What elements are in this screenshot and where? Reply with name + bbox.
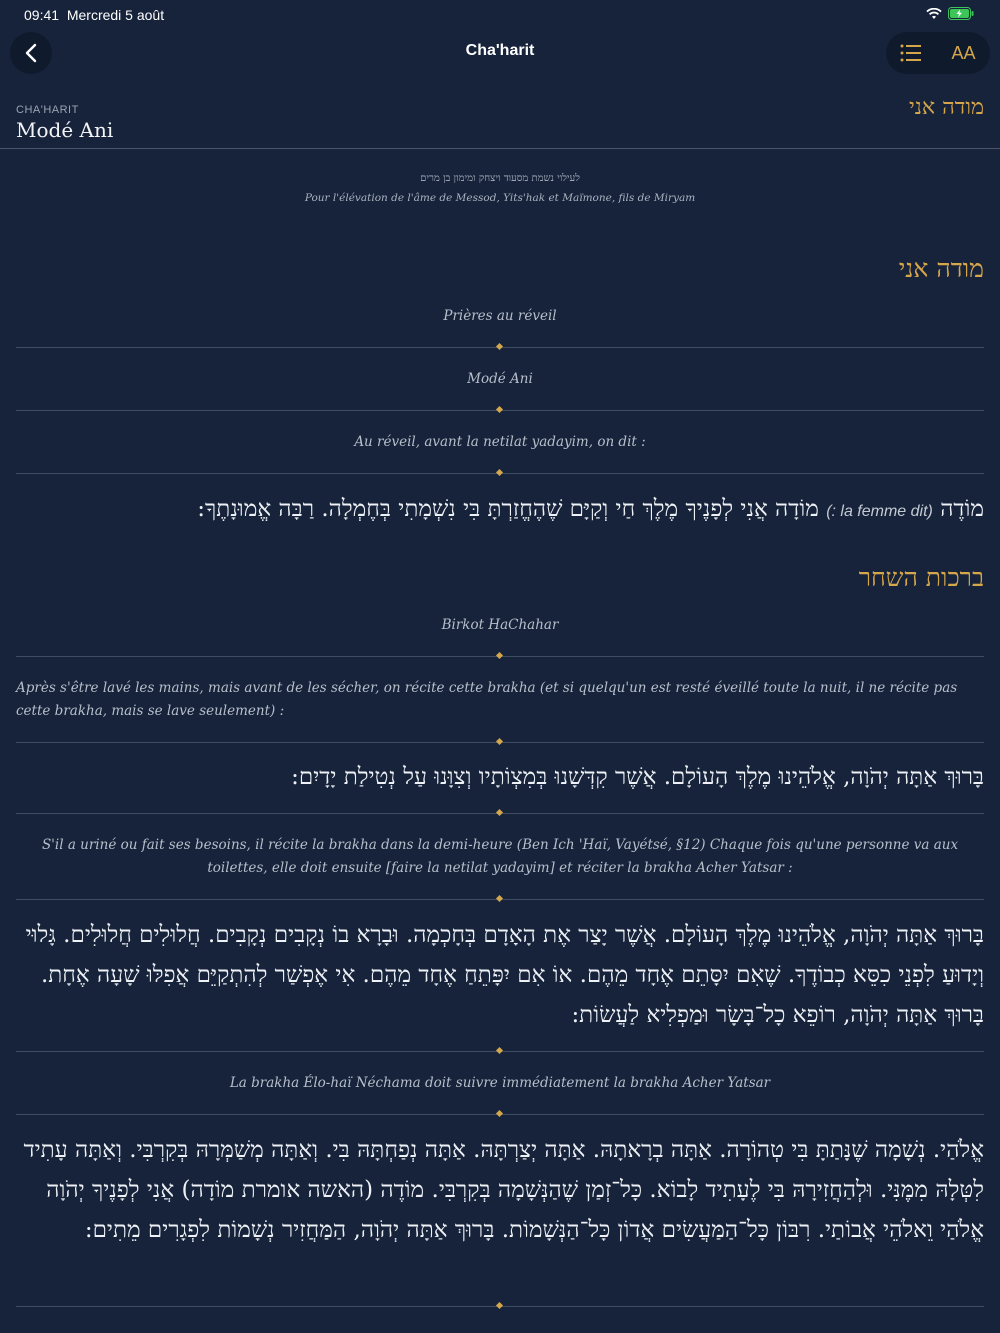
section-title: Modé Ani: [16, 118, 114, 142]
prayer-mode-ani: [16, 489, 984, 529]
divider: [16, 1306, 984, 1307]
prayer-mode-ani-note: (la femme dit :): [826, 503, 933, 520]
divider: [16, 347, 984, 348]
instruction-mode-ani: Modé Ani: [467, 371, 533, 387]
nav-title: Cha'harit: [465, 42, 535, 59]
nav-bar: [0, 30, 1000, 76]
divider: [16, 473, 984, 474]
prayer-elohai-neshama: אֱלֹהַי. נְשָׁמָה שֶׁנָּתַתָּ בִּי טְהוֹרָה. אַתָּה בְרָאתָהּ. אַתָּה יְצַרְתָּהּ. אַתָּה נְפַחְתָּהּ בִּי. וְאַתָּה מְשַׁמְּרָהּ בְּקִרְבִּי. וְאַתָּה עָתִיד לִטְּלָהּ מִמֶּנִּי. וּלְהַחֲזִירָהּ בִּי לֶעָתִיד לָבוֹא. כָּל־זְמַן שֶׁהַנְּשָׁמָה בְּקִרְבִּי. מוֹדֶה (האשה אומרת מוֹדָה) אֲנִי לְפָנֶיךָ יְהֹוָה אֱלֹהַי וֵאלֹהֵי אֲבוֹתַי. רִבּוֹן כָּל־הַמַּעֲשִׂים אֲדוֹן כָּל־הַנְּשָׁמוֹת. בָּרוּךְ אַתָּה יְהֹוָה, הַמַּחֲזִיר נְשָׁמוֹת לִפְגָרִים מֵתִים:: [23, 1137, 984, 1243]
instruction-acher-yatsar: S'il a uriné ou fait ses besoins, il récite la brakha dans la demi-heure (Ben Ich 'Haï, Vayétsé, §12) Chaque fois qu'une personne va aux toilettes, elle doit ensuite [faire la netilat yadayim] et réciter la brakha Acher Yatsar :: [41, 837, 959, 876]
instruction-au-reveil: Au réveil, avant la netilat yadayim, on dit :: [354, 434, 646, 450]
prayer-acher-yatsar: בָּרוּךְ אַתָּה יְהֹוָה, אֱלֹהֵינוּ מֶלֶךְ הָעוֹלָם. אֲשֶׁר יָצַר אֶת הָאָדָם בְּחָכְמָה. וּבָרָא בוֹ נְקָבִים נְקָבִים. חֲלוּלִים חֲלוּלִים. גָּלוּי וְיָדוּעַ לִפְנֵי כִסֵּא כְבוֹדֶךָ. שֶׁאִם יִסָּתֵם אֶחָד מֵהֶם. אוֹ אִם יִפָּתֵחַ אֶחָד מֵהֶם. אִי אֶפְשַׁר לְהִתְקַיֵּם אֲפִלּוּ שָׁעָה אֶחָת. בָּרוּךְ אַתָּה יְהֹוָה, רוֹפֵא כָל־בָּשָׂר וּמַפְלִיא לַעֲשׂוֹת:: [25, 922, 984, 1028]
divider: [16, 656, 984, 657]
divider: [16, 1114, 984, 1115]
dedication-french: Pour l'élévation de l'âme de Messod, Yits'hak et Maïmone, fils de Miryam: [304, 192, 696, 204]
divider: [16, 742, 984, 743]
dedication-hebrew: לעילוי נשמת מסעוד ויצחק ומימון בן מרים: [420, 173, 580, 184]
nav-actions: [886, 32, 990, 74]
status-date: Mercredi 5 août: [66, 7, 165, 23]
instruction-prieres-reveil: Prières au réveil: [443, 308, 557, 324]
prayer-mode-ani-start: מוֹדֶה: [940, 496, 984, 522]
status-time: [24, 7, 164, 23]
section-hebrew-title: מודה אני: [908, 95, 984, 120]
status-bar: [0, 0, 1000, 32]
list-icon[interactable]: [900, 44, 922, 62]
prayer-netilat-yadayim: בָּרוּךְ אַתָּה יְהֹוָה, אֱלֹהֵינוּ מֶלֶךְ הָעוֹלָם. אֲשֶׁר קִדְּשָׁנוּ בְּמִצְוֹתָיו וְצִוָּנוּ עַל נְטִילַת יָדָיִם:: [291, 764, 984, 790]
divider: [16, 899, 984, 900]
divider: [16, 1051, 984, 1052]
heading-mode-ani: מודה אני: [898, 254, 984, 283]
font-size-icon[interactable]: AA: [951, 42, 976, 63]
divider: [16, 410, 984, 411]
section-header: [0, 88, 1000, 149]
instruction-birkot-hachahar: Birkot HaChahar: [441, 617, 559, 633]
section-kicker: CHA'HARIT: [16, 104, 79, 116]
instruction-elohai-neshama: La brakha Élo-haï Néchama doit suivre immédiatement la brakha Acher Yatsar: [229, 1075, 771, 1091]
status-clock: 09:41: [24, 7, 60, 23]
heading-birkot-hachahar: ברכות השחר: [858, 563, 984, 592]
wifi-icon: [926, 8, 942, 20]
prayer-mode-ani-rest: מוֹדָה אֲנִי לְפָנֶיךָ מֶלֶךְ חַי וְקַיָּם שֶׁהֶחֱזַרְתָּ בִּי נִשְׁמָתִי בְּחֶמְלָה. רַבָּה אֱמוּנָתֶךָ:: [197, 496, 819, 522]
battery-charging-icon: [948, 7, 974, 20]
instruction-netilat: Après s'être lavé les mains, mais avant de les sécher, on récite cette brakha (et si quelqu'un est resté éveillé toute la nuit, il ne récite pas cette brakha, mais se lave seulement) :: [16, 680, 958, 719]
divider: [16, 813, 984, 814]
status-indicators: [926, 7, 974, 20]
